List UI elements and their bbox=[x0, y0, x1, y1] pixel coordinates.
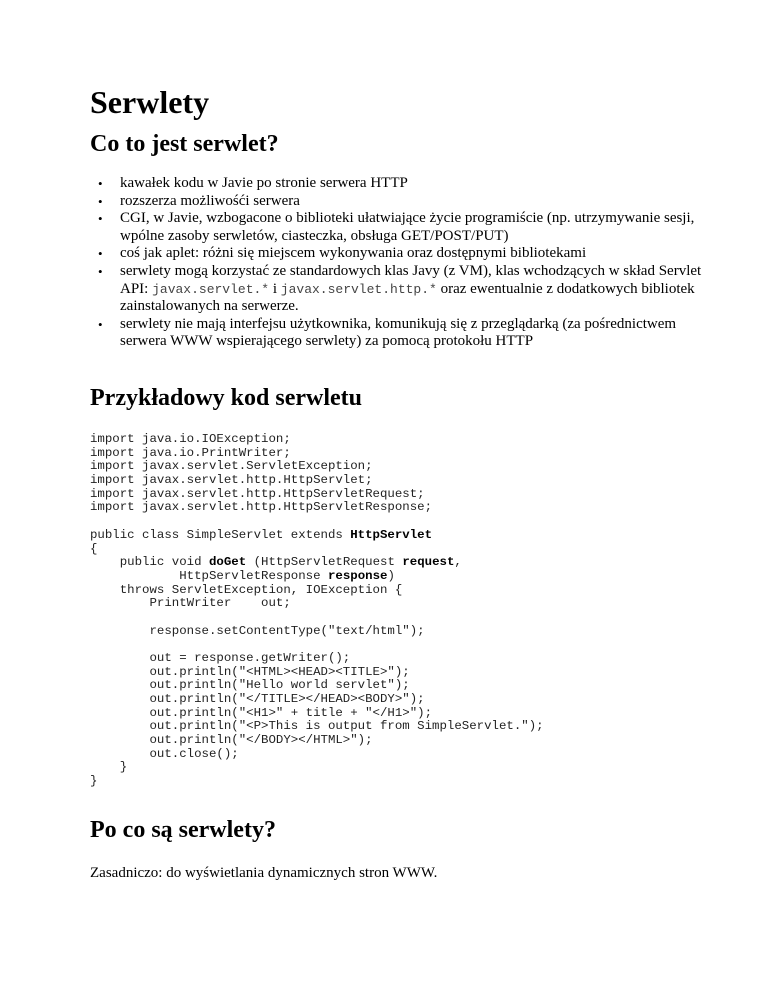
code-line: public void doGet (HttpServletRequest request, bbox=[90, 555, 462, 570]
list-item bbox=[120, 263, 720, 316]
inline-code-servlet-package: javax.servlet.* bbox=[152, 281, 270, 297]
list-item: • coś jak aplet: różni się miejscem wykonywania oraz dostępnymi bibliotekami bbox=[120, 245, 720, 263]
code-line: out = response.getWriter(); bbox=[90, 650, 351, 665]
list-item-text: oraz ewentualnie z dodatkowych bibliotek zainstalowanych na serwerze. bbox=[120, 280, 695, 315]
code-line: out.println("<H1>" + title + "</H1>"); bbox=[90, 705, 433, 720]
code-line: response.setContentType("text/html"); bbox=[90, 623, 425, 638]
heading-why-servlets: Po co są serwlety? bbox=[90, 817, 276, 843]
code-keyword: HttpServlet bbox=[350, 528, 433, 542]
code-line: import javax.servlet.http.HttpServletResponse; bbox=[90, 500, 433, 515]
code-line: out.println("</BODY></HTML>"); bbox=[90, 732, 373, 747]
why-servlets-text: Zasadniczo: do wyświetlania dynamicznych stron WWW. bbox=[90, 865, 438, 881]
servlet-features-list bbox=[90, 175, 720, 351]
page-title: Serwlety bbox=[90, 84, 210, 120]
code-line: } bbox=[90, 773, 98, 788]
code-line: import javax.servlet.http.HttpServletRequest; bbox=[90, 486, 425, 501]
list-item-text: i bbox=[269, 280, 281, 297]
list-item: • CGI, w Javie, wzbogacone o biblioteki ułatwiające życie programiście (np. utrzymywanie sesji, wpólne zasoby serwletów, ciasteczka, obsługa GET/POST/PUT) bbox=[120, 210, 720, 245]
list-item: • kawałek kodu w Javie po stronie serwera HTTP bbox=[120, 175, 720, 193]
code-keyword: doGet bbox=[208, 555, 247, 570]
list-item: • rozszerza możliwośći serwera bbox=[120, 193, 720, 211]
code-line: PrintWriter out; bbox=[90, 596, 291, 611]
code-line: out.close(); bbox=[90, 746, 239, 761]
code-keyword: response bbox=[327, 568, 388, 583]
code-line: out.println("</TITLE></HEAD><BODY>"); bbox=[90, 691, 425, 706]
code-line: throws ServletException, IOException { bbox=[90, 582, 403, 597]
code-line: } bbox=[90, 760, 128, 775]
code-line: out.println("Hello world servlet"); bbox=[90, 678, 410, 693]
heading-example-code: Przykładowy kod serwletu bbox=[90, 385, 362, 411]
code-keyword: request bbox=[402, 555, 455, 570]
code-line: HttpServletResponse response) bbox=[90, 568, 395, 583]
code-line: import javax.servlet.ServletException; bbox=[90, 459, 373, 474]
code-block-class bbox=[90, 529, 544, 788]
list-item-text: serwlety mogą korzystać ze standardowych klas Javy (z VM), klas wchodzących w skład Servlet API: bbox=[120, 262, 702, 297]
list-item: • serwlety nie mają interfejsu użytkownika, komunikują się z przeglądarką (za pośrednictwem serwera WWW wspierającego serwlety) za pomocą protokołu HTTP bbox=[120, 316, 720, 351]
code-line: { bbox=[90, 541, 98, 556]
inline-code-servlet-http-package: javax.servlet.http.* bbox=[280, 281, 437, 297]
code-line: import java.io.PrintWriter; bbox=[90, 445, 291, 460]
heading-what-is-servlet: Co to jest serwlet? bbox=[90, 131, 279, 157]
code-line: public class SimpleServlet extends HttpServlet bbox=[90, 528, 433, 542]
code-block-imports bbox=[90, 433, 432, 515]
code-line: import javax.servlet.http.HttpServlet; bbox=[90, 472, 373, 487]
code-line: out.println("<P>This is output from SimpleServlet."); bbox=[90, 719, 544, 734]
code-line: out.println("<HTML><HEAD><TITLE>"); bbox=[90, 664, 410, 679]
code-line: import java.io.IOException; bbox=[90, 432, 291, 446]
